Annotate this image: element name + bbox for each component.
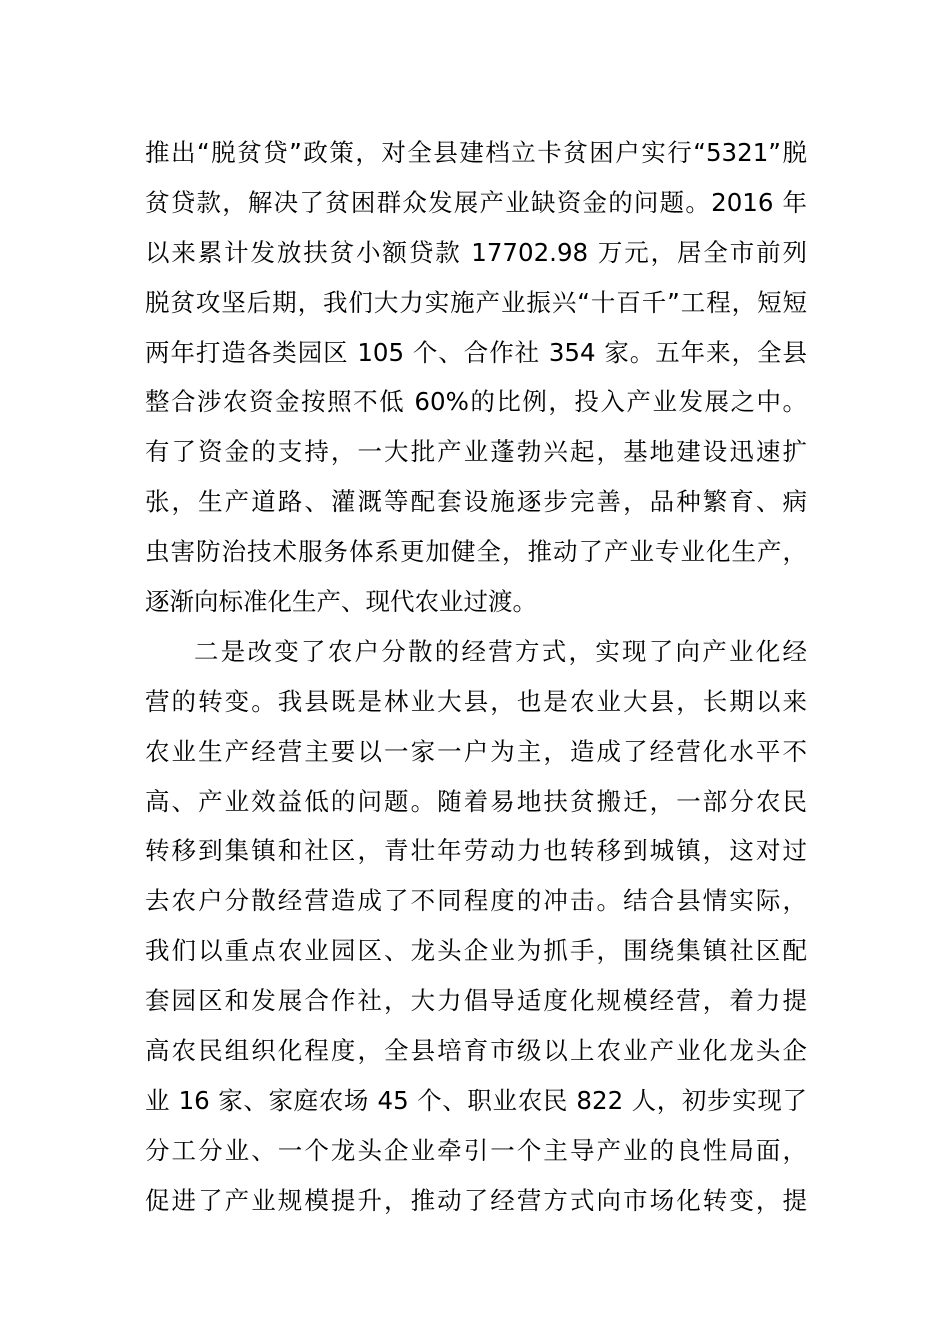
text-line: 有了资金的支持，一大批产业蓬勃兴起，基地建设迅速扩	[145, 437, 807, 467]
text-line: 高、产业效益低的问题。随着易地扶贫搬迁，一部分农民	[145, 786, 807, 816]
text-line: 促进了产业规模提升，推动了经营方式向市场化转变，提	[145, 1185, 807, 1215]
text-line: 分工分业、一个龙头企业牵引一个主导产业的良性局面，	[145, 1135, 807, 1165]
text-line: 张，生产道路、灌溉等配套设施逐步完善，品种繁育、病	[145, 487, 807, 517]
text-line: 推出“脱贫贷”政策，对全县建档立卡贫困户实行“5321”脱	[145, 138, 807, 167]
text-line: 高农民组织化程度，全县培育市级以上农业产业化龙头企	[145, 1036, 807, 1066]
text-line: 我们以重点农业园区、龙头企业为抓手，围绕集镇社区配	[145, 936, 807, 966]
text-line: 业 16 家、家庭农场 45 个、职业农民 822 人，初步实现了	[145, 1085, 807, 1115]
text-line: 整合涉农资金按照不低 60%的比例，投入产业发展之中。	[145, 387, 807, 417]
text-line: 虫害防治技术服务体系更加健全，推动了产业专业化生产，	[145, 537, 807, 567]
paragraph-first-line: 二是改变了农户分散的经营方式，实现了向产业化经	[194, 636, 807, 666]
text-line: 营的转变。我县既是林业大县，也是农业大县，长期以来	[145, 686, 807, 716]
text-line: 去农户分散经营造成了不同程度的冲击。结合县情实际，	[145, 886, 807, 916]
text-line: 转移到集镇和社区，青壮年劳动力也转移到城镇，这对过	[145, 836, 807, 866]
text-line: 贫贷款，解决了贫困群众发展产业缺资金的问题。2016 年	[145, 187, 807, 217]
text-line: 两年打造各类园区 105 个、合作社 354 家。五年来，全县	[145, 337, 807, 367]
text-line: 脱贫攻坚后期，我们大力实施产业振兴“十百千”工程，短短	[145, 287, 807, 317]
text-line: 以来累计发放扶贫小额贷款 17702.98 万元，居全市前列	[145, 237, 807, 267]
text-line: 逐渐向标准化生产、现代农业过渡。	[145, 587, 537, 617]
body-text	[145, 128, 807, 1226]
text-line: 农业生产经营主要以一家一户为主，造成了经营化水平不	[145, 736, 807, 766]
text-line: 套园区和发展合作社，大力倡导适度化规模经营，着力提	[145, 986, 807, 1016]
